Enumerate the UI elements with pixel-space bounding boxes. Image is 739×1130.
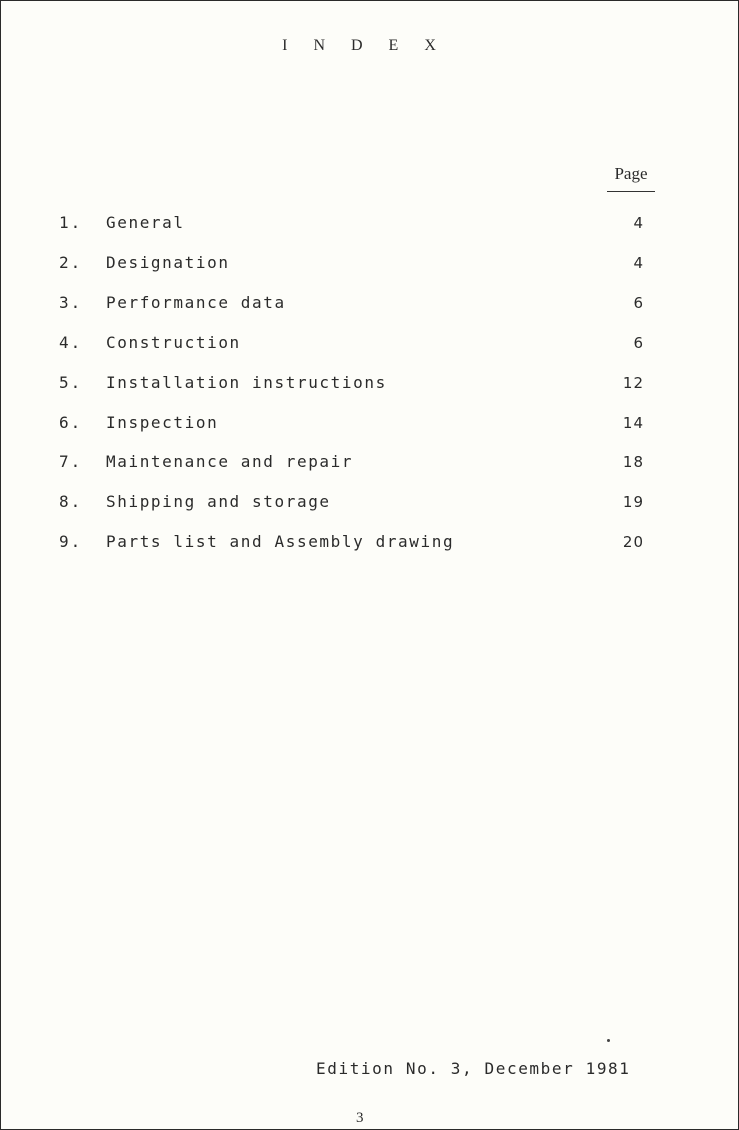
toc-entry-page: 19 xyxy=(622,493,644,511)
print-speck xyxy=(607,1039,610,1042)
toc-entry-page: 20 xyxy=(622,533,644,551)
toc-entry-title: Installation instructions xyxy=(106,373,387,392)
toc-entry xyxy=(1,371,738,395)
toc-entry-page: 14 xyxy=(622,414,644,432)
toc-entry-number: 3. xyxy=(59,293,83,312)
page-column-header: Page xyxy=(614,164,648,183)
edition-line: Edition No. 3, December 1981 xyxy=(316,1059,631,1078)
toc-entry-title: Inspection xyxy=(106,413,219,432)
toc-entry-number: 6. xyxy=(59,413,83,432)
toc-entry-number: 1. xyxy=(59,213,83,232)
toc-entry-title: Maintenance and repair xyxy=(106,452,354,471)
toc-entry-title: Performance data xyxy=(106,293,286,312)
toc-entry-page: 18 xyxy=(622,453,644,471)
toc-entry xyxy=(1,291,738,315)
toc-entry xyxy=(1,450,738,474)
toc-entry-title: Designation xyxy=(106,253,230,272)
toc-entry-number: 7. xyxy=(59,452,83,471)
toc-entry xyxy=(1,251,738,275)
toc-entry xyxy=(1,331,738,355)
toc-entry xyxy=(1,530,738,554)
toc-entry-number: 4. xyxy=(59,333,83,352)
toc-entry-title: Construction xyxy=(106,333,241,352)
toc-entry-title: General xyxy=(106,213,185,232)
page-number: 3 xyxy=(356,1110,364,1126)
toc-entry-page: 6 xyxy=(633,334,644,352)
toc-entry-page: 12 xyxy=(622,374,644,392)
toc-entry xyxy=(1,411,738,435)
toc-entry-number: 9. xyxy=(59,532,83,551)
toc-entry xyxy=(1,211,738,235)
toc-entry xyxy=(1,490,738,514)
index-title: I N D E X xyxy=(282,37,447,54)
toc-entry-page: 4 xyxy=(633,214,644,232)
toc-entry-page: 4 xyxy=(633,254,644,272)
toc-entry-number: 5. xyxy=(59,373,83,392)
toc-entry-number: 2. xyxy=(59,253,83,272)
toc-entry-title: Parts list and Assembly drawing xyxy=(106,532,455,551)
toc-entry-title: Shipping and storage xyxy=(106,492,331,511)
toc-entry-page: 6 xyxy=(633,294,644,312)
toc-entry-number: 8. xyxy=(59,492,83,511)
page-column-underline xyxy=(607,191,655,192)
